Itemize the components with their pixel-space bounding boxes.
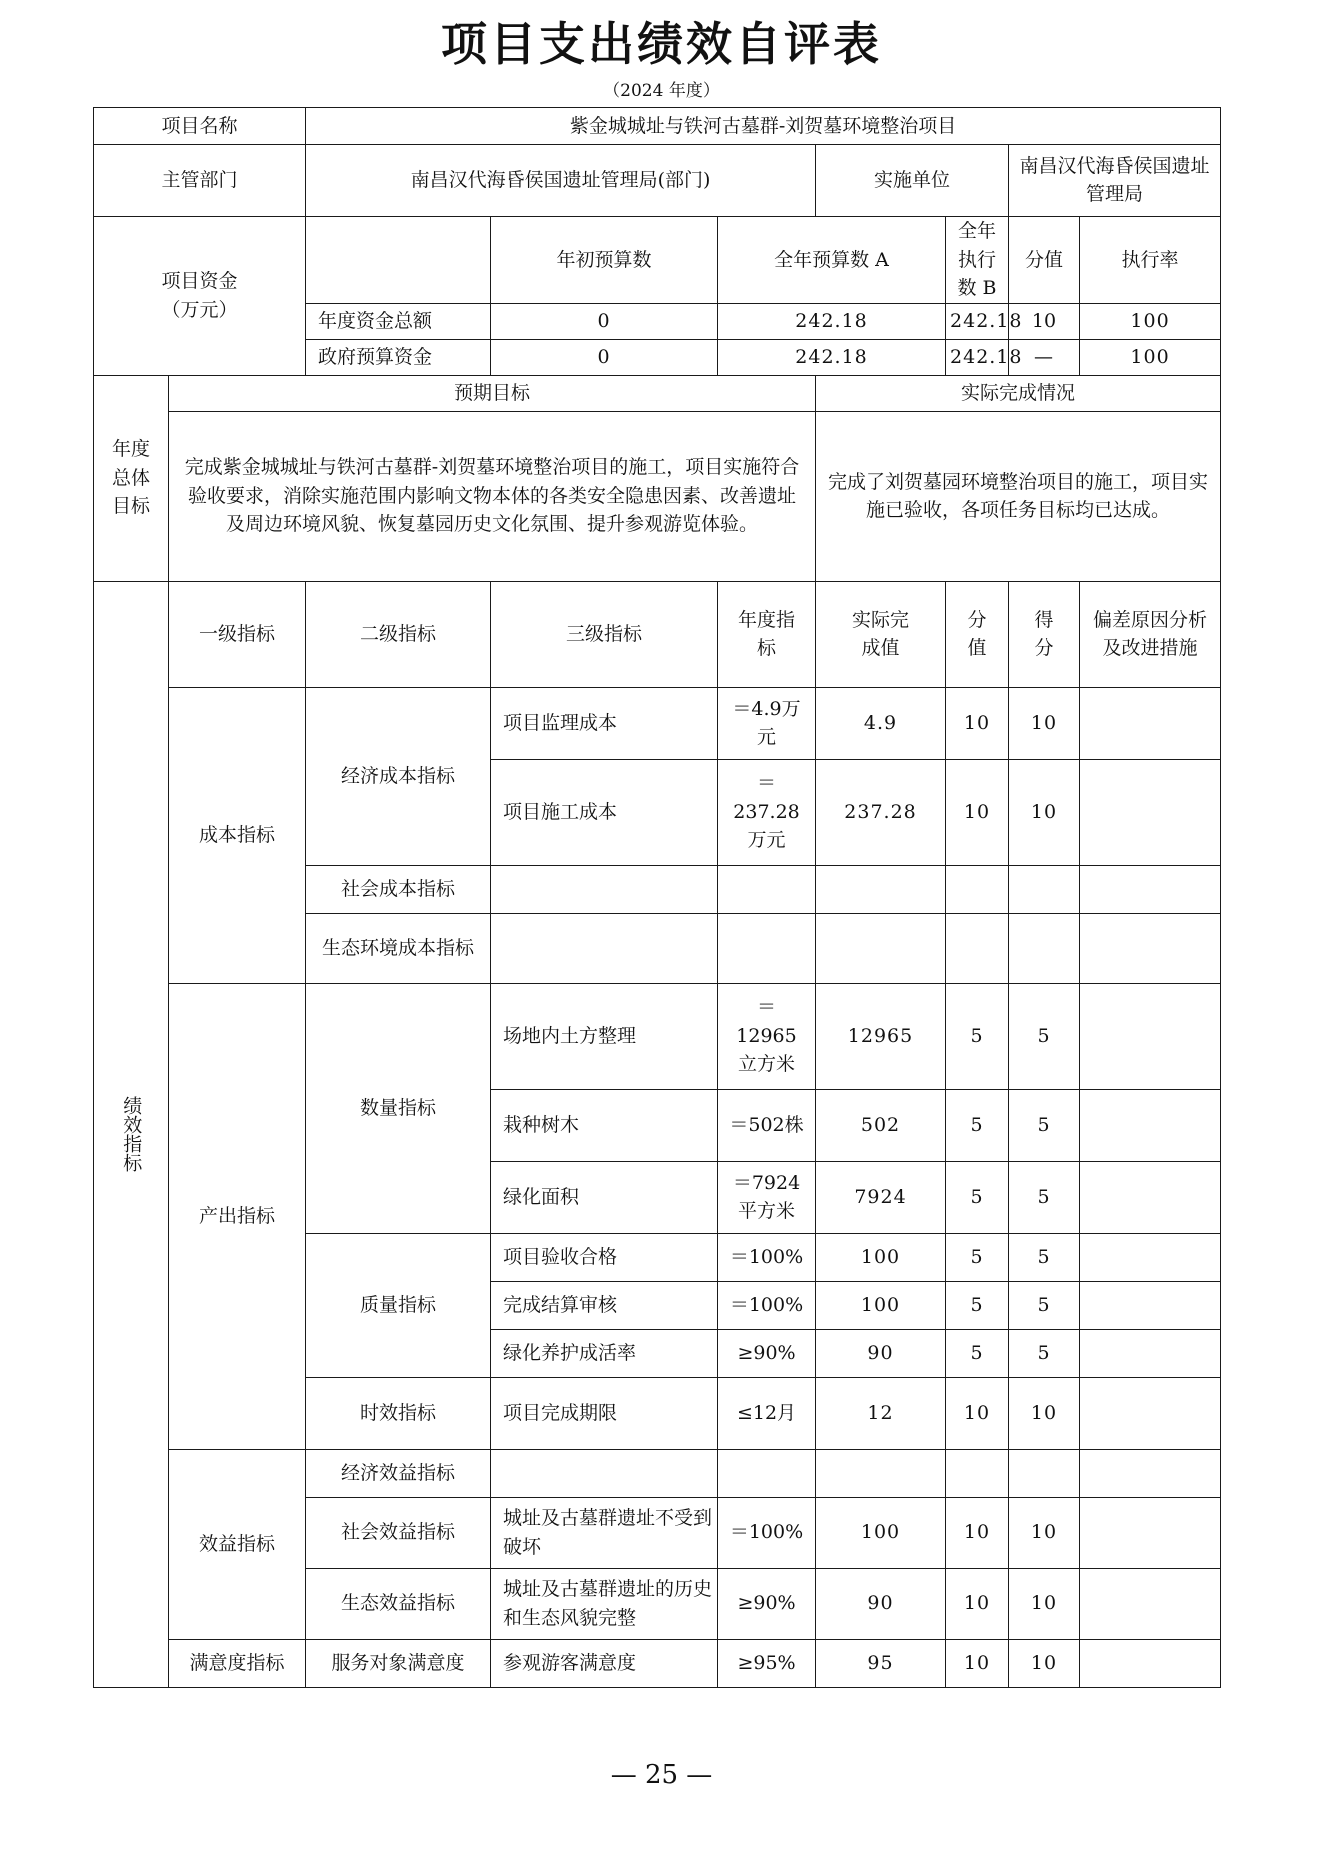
l3-cell: 栽种树木 [491,1089,718,1161]
reason-cell [1080,1329,1221,1377]
dept-name: 南昌汉代海昏侯国遗址管理局(部门) [306,145,816,217]
actual-cell: 100 [816,1497,946,1568]
funds-row-score-value: 10 [1009,303,1080,339]
target-cell: ＝100% [718,1233,816,1281]
ind-header-actual: 实际完成值 [816,581,946,687]
l3-cell: 完成结算审核 [491,1281,718,1329]
score-cell: 10 [1009,1639,1080,1687]
reason-cell [1080,1377,1221,1449]
l3-cell: 参观游客满意度 [491,1639,718,1687]
l3-cell: 城址及古墓群遗址的历史和生态风貌完整 [491,1568,718,1639]
indicators-side-text: 绩效指标 [120,1096,143,1172]
actual-cell: 12 [816,1377,946,1449]
actual-cell-empty [816,865,946,913]
l3-cell: 绿化面积 [491,1161,718,1233]
value-cell-empty [946,865,1009,913]
score-cell: 10 [1009,1377,1080,1449]
value-cell: 5 [946,1329,1009,1377]
reason-cell [1080,913,1221,983]
actual-cell: 12965 [816,983,946,1089]
subgroup-social-cost: 社会成本指标 [306,865,491,913]
funds-header-rate: 执行率 [1080,217,1221,304]
target-cell: ＝237.28万元 [718,759,816,865]
goals-actual-header: 实际完成情况 [816,375,1221,411]
impl-label: 实施单位 [816,145,1009,217]
value-cell: 5 [946,983,1009,1089]
l3-cell: 项目施工成本 [491,759,718,865]
target-cell: ＝4.9万元 [718,687,816,759]
funds-row-executed: 242.18 [946,339,1009,375]
reason-cell [1080,759,1221,865]
l3-cell-empty [491,1449,718,1497]
goals-label: 年度总体目标 [94,375,169,581]
reason-cell [1080,1281,1221,1329]
ind-header-value: 分值 [946,581,1009,687]
value-cell: 5 [946,1281,1009,1329]
score-cell: 5 [1009,983,1080,1089]
actual-cell-empty [816,1449,946,1497]
goals-expected-text: 完成紫金城城址与铁河古墓群-刘贺墓环境整治项目的施工，项目实施符合验收要求，消除实施范围内影响文物本体的各类安全隐患因素、改善遗址及周边环境风貌、恢复墓园历史文化氛围、提升参观游览体验。 [169,411,816,581]
actual-cell: 502 [816,1089,946,1161]
reason-cell [1080,983,1221,1089]
value-cell-empty [946,1449,1009,1497]
target-cell: ≥90% [718,1329,816,1377]
funds-label [94,217,306,376]
reason-cell [1080,1568,1221,1639]
funds-header-initial: 年初预算数 [491,217,718,304]
group-satisfaction: 满意度指标 [169,1639,306,1687]
group-cost: 成本指标 [169,687,306,983]
funds-row-rate: 100 [1080,339,1221,375]
funds-row-initial: 0 [491,339,718,375]
subgroup-quantity: 数量指标 [306,983,491,1233]
ind-header-l3: 三级指标 [491,581,718,687]
score-cell: 10 [1009,1497,1080,1568]
reason-cell [1080,1497,1221,1568]
subgroup-service: 服务对象满意度 [306,1639,491,1687]
score-cell: 5 [1009,1089,1080,1161]
reason-cell [1080,865,1221,913]
target-cell: ≤12月 [718,1377,816,1449]
funds-header-annual: 全年预算数 A [718,217,946,304]
target-cell-empty [718,913,816,983]
subgroup-timeliness: 时效指标 [306,1377,491,1449]
funds-label-line2: （万元） [161,298,238,321]
ind-header-score: 得分 [1009,581,1080,687]
goals-expected-header: 预期目标 [169,375,816,411]
ind-header-l1: 一级指标 [169,581,306,687]
score-cell: 10 [1009,687,1080,759]
funds-row-score-value: — [1009,339,1080,375]
value-cell-empty [946,913,1009,983]
subgroup-eco-cost: 生态环境成本指标 [306,913,491,983]
reason-cell [1080,1233,1221,1281]
l3-cell: 项目监理成本 [491,687,718,759]
subgroup-quality: 质量指标 [306,1233,491,1377]
score-cell: 5 [1009,1161,1080,1233]
value-cell: 10 [946,1377,1009,1449]
l3-cell: 场地内土方整理 [491,983,718,1089]
funds-row-annual: 242.18 [718,303,946,339]
group-output: 产出指标 [169,983,306,1449]
funds-row-annual: 242.18 [718,339,946,375]
reason-cell [1080,1449,1221,1497]
reason-cell [1080,1639,1221,1687]
indicators-side-label [94,581,169,1687]
score-cell: 10 [1009,1568,1080,1639]
l3-cell-empty [491,913,718,983]
target-cell: ＝100% [718,1281,816,1329]
value-cell: 5 [946,1089,1009,1161]
target-cell: ≥95% [718,1639,816,1687]
page-title: 项目支出绩效自评表 [441,17,882,71]
reason-cell [1080,1089,1221,1161]
target-cell: ＝12965立方米 [718,983,816,1089]
target-cell: ＝502株 [718,1089,816,1161]
actual-cell: 7924 [816,1161,946,1233]
group-benefit: 效益指标 [169,1449,306,1639]
subgroup-econ-cost: 经济成本指标 [306,687,491,865]
value-cell: 5 [946,1161,1009,1233]
actual-cell: 4.9 [816,687,946,759]
actual-cell: 95 [816,1639,946,1687]
subgroup-eco-benefit: 生态效益指标 [306,1568,491,1639]
value-cell: 10 [946,1568,1009,1639]
funds-label-line1: 项目资金 [161,270,238,293]
ind-header-reason: 偏差原因分析及改进措施 [1080,581,1221,687]
impl-unit: 南昌汉代海昏侯国遗址管理局 [1009,145,1221,217]
value-cell: 10 [946,1639,1009,1687]
actual-cell: 100 [816,1233,946,1281]
actual-cell: 90 [816,1329,946,1377]
target-cell: ＝7924平方米 [718,1161,816,1233]
target-cell-empty [718,865,816,913]
value-cell: 10 [946,687,1009,759]
l3-cell: 城址及古墓群遗址不受到破坏 [491,1497,718,1568]
funds-row-name: 年度资金总额 [306,303,491,339]
score-cell: 5 [1009,1329,1080,1377]
score-cell-empty [1009,913,1080,983]
project-name-label: 项目名称 [94,108,306,145]
l3-cell: 项目完成期限 [491,1377,718,1449]
value-cell: 10 [946,1497,1009,1568]
funds-row-name: 政府预算资金 [306,339,491,375]
funds-header-blank [306,217,491,304]
reason-cell [1080,1161,1221,1233]
evaluation-table [93,107,1221,1688]
goals-actual-text: 完成了刘贺墓园环境整治项目的施工，项目实施已验收，各项任务目标均已达成。 [816,411,1221,581]
target-cell: ＝100% [718,1497,816,1568]
l3-cell-empty [491,865,718,913]
dept-label: 主管部门 [94,145,306,217]
actual-cell: 237.28 [816,759,946,865]
target-cell-empty [718,1449,816,1497]
year-label: （2024 年度） [603,81,720,101]
subgroup-econ-benefit: 经济效益指标 [306,1449,491,1497]
score-cell: 5 [1009,1233,1080,1281]
reason-cell [1080,687,1221,759]
target-cell: ≥90% [718,1568,816,1639]
value-cell: 10 [946,759,1009,865]
ind-header-l2: 二级指标 [306,581,491,687]
funds-header-score-value: 分值 [1009,217,1080,304]
l3-cell: 绿化养护成活率 [491,1329,718,1377]
actual-cell: 100 [816,1281,946,1329]
actual-cell: 90 [816,1568,946,1639]
actual-cell-empty [816,913,946,983]
value-cell: 5 [946,1233,1009,1281]
funds-row-executed: 242.18 [946,303,1009,339]
subgroup-social-benefit: 社会效益指标 [306,1497,491,1568]
project-name: 紫金城城址与铁河古墓群-刘贺墓环境整治项目 [306,108,1221,145]
funds-row-initial: 0 [491,303,718,339]
score-cell: 5 [1009,1281,1080,1329]
ind-header-target: 年度指标 [718,581,816,687]
funds-header-executed: 全年执行数 B [946,217,1009,304]
l3-cell: 项目验收合格 [491,1233,718,1281]
score-cell-empty [1009,1449,1080,1497]
funds-row-rate: 100 [1080,303,1221,339]
score-cell-empty [1009,865,1080,913]
score-cell: 10 [1009,759,1080,865]
page-number: — 25 — [610,1760,713,1790]
